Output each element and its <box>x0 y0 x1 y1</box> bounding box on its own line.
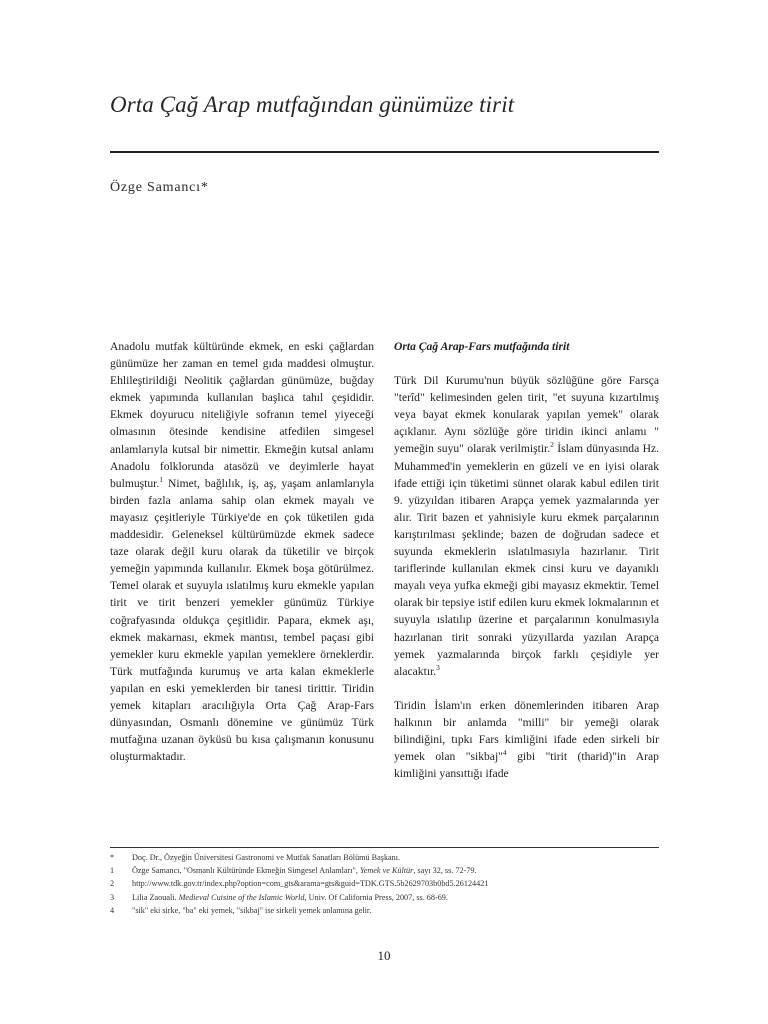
footnote <box>110 877 659 890</box>
book-title: Medieval Cuisine of the Islamic World <box>178 892 305 902</box>
footnote-text <box>132 891 448 904</box>
left-column <box>110 338 374 765</box>
footnote <box>110 851 659 864</box>
footnote-mark: * <box>110 853 115 862</box>
footnotes <box>110 851 659 917</box>
body-paragraph <box>394 697 659 782</box>
footnote-mark: 3 <box>110 892 115 902</box>
section-heading: Orta Çağ Arap-Fars mutfağında tirit <box>394 340 570 353</box>
footnote-ref: 3 <box>436 662 440 672</box>
footnote-mark: 1 <box>110 866 115 876</box>
paragraph-text: Türk Dil Kurumu'nun büyük sözlüğüne göre Farsça "terîd" kelimesinden gelen tirit, "et suyuna kızartılmış veya bayat ekmek konularak yapılan yemek" olarak açıklanır. Aynı sözlüğe göre tiridin ikinci anlamı " yemeğin suyu" olarak verilmiştir. <box>394 374 659 456</box>
body-paragraph <box>110 338 374 765</box>
footnote <box>110 891 659 904</box>
footnote-text-part: , sayı 32, ss. 72-79. <box>413 866 477 876</box>
publication-title: Yemek ve Kültür <box>359 866 414 876</box>
paragraph-text: gibi "tirit (tharid)"in Arap kimliğini yansıttığı ifade <box>394 750 659 781</box>
paragraph-text: Nimet, bağlılık, iş, aş, yaşam anlamlarıyla birden fazla anlama sahip olan ekmek mayalı ve mayasız çeşitleriyle Türkiye'de en çok tüketilen gıda maddesidir. Geleneksel kültürümüzde ekmek sadece taze olarak değil kuru olarak da tüketilir ve birçok yemeğin yapımında kullanılır. Ekmek boşa götürülmez. Temel olarak et suyuyla ıslatılmış kuru ekmekle yapılan tirit ve tirit benzeri yemekler günümüz Türkiye coğrafyasında oldukça çeşitlidir. Papara, ekmek aşı, ekmek makarnası, ekmek mantısı, tembel paçası gibi yemekler kuru ekmekle yapılan yemeklere örneklerdir. Türk mutfağında kurumuş ve arta kalan ekmeklerle yapılan en eski yemeklerden bir tanesi tirittir. Tiridin yemek kitapları aracılığıyla Orta Çağ Arap-Fars dünyasından, Osmanlı dönemine ve günümüz Türk mutfağına uzanan öyküsü bu kısa çalışmanın konusunu oluşturmaktadır. <box>110 476 374 764</box>
body-paragraph <box>394 372 659 680</box>
footnote <box>110 864 659 877</box>
right-column <box>394 338 659 799</box>
author-name: Özge Samancı* <box>110 180 209 195</box>
paragraph-text: Anadolu mutfak kültüründe ekmek, en eski çağlardan günümüze her zaman en temel gıda maddesi olmuştur. Ehlileştirildiği Neolitik çağlardan günümüze, buğday ekmek yapımında kullanılan başlıca tahıl çeşididir. Ekmek doyurucu niteliğiyle sofranın temel yiyeceği olmasının ötesinde kendisine atfedilen simgesel anlamlarıyla kutsal bir nimettir. Ekmeğin kutsal anlamı Anadolu folklorunda atasözü ve deyimlerle hayat bulmuştur. <box>110 340 374 490</box>
footnote-text: "sik" eki sirke, "ba" eki yemek, "sikbaj" ise sirkeli yemek anlamına gelir. <box>132 905 372 915</box>
footnote-text <box>132 864 477 877</box>
title-divider <box>110 151 659 153</box>
paragraph-text: Tiridin İslam'ın erken dönemlerinden itibaren Arap halkının bir anlamda "milli" bir yemeği olarak bilindiğini, tıpkı Fars kimliğini ifade eden sirkeli bir yemek olan "sikbaj" <box>394 698 659 764</box>
footnote-text-part: Özge Samancı, "Osmanlı Kültüründe Ekmeğin Simgesel Anlamları", <box>132 866 360 876</box>
article-title: Orta Çağ Arap mutfağından günümüze tirit <box>110 92 515 117</box>
footnote-ref: 4 <box>502 748 507 758</box>
footnote-url[interactable]: http://www.tdk.gov.tr/index.php?option=com_gts&arama=gts&guid=TDK.GTS.5b2629703b0bd5.26124421 <box>132 879 489 889</box>
footnote-text-part: Lilia Zaouali. <box>132 892 179 902</box>
footnote-mark: 4 <box>110 905 115 915</box>
footnote-text: Doç. Dr., Özyeğin Üniversitesi Gastronomi ve Mutfak Sanatları Bölümü Başkanı. <box>132 853 401 862</box>
footnote-text-part: , Univ. Of California Press, 2007, ss. 68-69. <box>304 892 448 902</box>
paragraph-text: İslam dünyasında Hz. Muhammed'in yemeklerin en güzeli ve en iyisi olarak ifade ettiği için tüketimi sünnet olarak kabul edilen tirit 9. yüzyıldan itibaren Arapça yemek yazmalarında yer alır. Tirit bazen et yahnisiyle kuru ekmek parçalarının karıştırılması şeklinde; bazen de doğrudan sadece et suyunda ekmeklerin ıslatılmasıyla hazırlanır. Tirit tariflerinde kullanılan ekmek cinsi kuru ve dayanıklı mayalı veya yufka ekmeği gibi mayasız ekmektir. Temel olarak bir tepsiye istif edilen kuru ekmek lokmalarının et suyuyla ıslatılıp üzerine et parçalarının konulmasıyla hazırlanan tirit sonraki yüzyıllarda yazılan Arapça yemek yazmalarında birçok farklı çeşidiyle yer alacaktır. <box>394 442 659 678</box>
footnote-ref: 2 <box>550 440 554 450</box>
footnote-divider <box>110 847 659 848</box>
footnote-ref: 1 <box>159 474 164 484</box>
footnote <box>110 904 659 917</box>
footnote-mark: 2 <box>110 879 115 889</box>
page-number: 10 <box>377 948 391 963</box>
